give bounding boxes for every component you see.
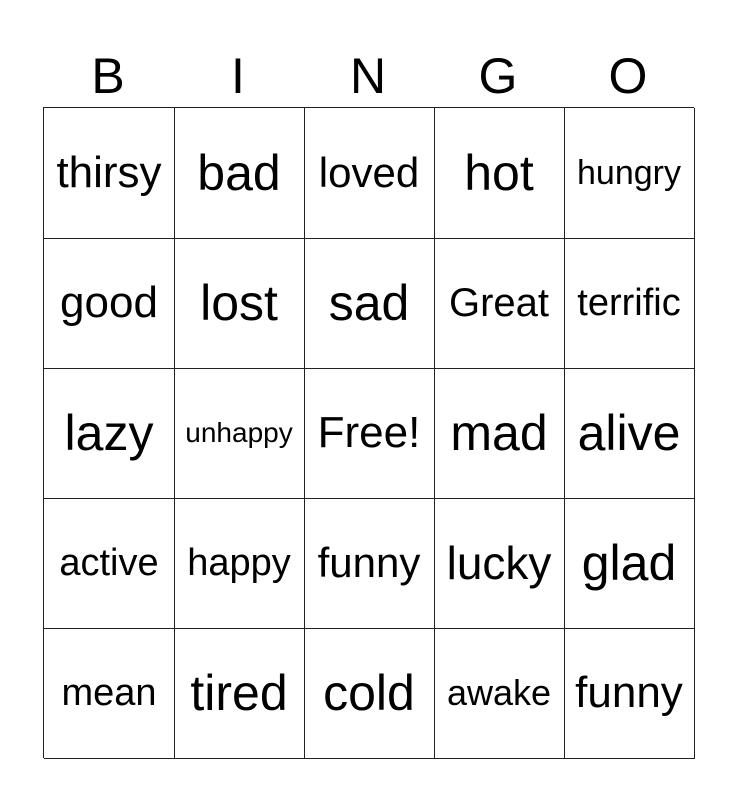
bingo-grid <box>43 107 694 758</box>
bingo-cell[interactable]: unhappy <box>174 368 305 499</box>
free-space-cell[interactable]: Free! <box>304 368 435 499</box>
bingo-cell[interactable]: tired <box>174 628 305 759</box>
bingo-cell[interactable]: hungry <box>564 108 695 239</box>
header-letter-i: I <box>231 48 245 104</box>
bingo-cell[interactable]: cold <box>304 628 435 759</box>
bingo-cell[interactable]: glad <box>564 498 695 629</box>
header-letter-n: N <box>349 48 387 104</box>
bingo-cell[interactable]: mean <box>44 628 175 759</box>
bingo-cell[interactable]: terrific <box>564 238 695 369</box>
bingo-cell[interactable]: thirsy <box>44 108 175 239</box>
bingo-cell[interactable]: funny <box>304 498 435 629</box>
bingo-cell[interactable]: awake <box>434 628 565 759</box>
bingo-cell[interactable]: hot <box>434 108 565 239</box>
header-letter-b: B <box>91 48 125 104</box>
bingo-cell[interactable]: loved <box>304 108 435 239</box>
bingo-cell[interactable]: good <box>44 238 175 369</box>
header-letter-g: G <box>478 48 518 104</box>
bingo-cell[interactable]: active <box>44 498 175 629</box>
bingo-cell[interactable]: lucky <box>434 498 565 629</box>
bingo-cell[interactable]: bad <box>174 108 305 239</box>
bingo-cell[interactable]: alive <box>564 368 695 499</box>
bingo-cell[interactable]: Great <box>434 238 565 369</box>
bingo-cell[interactable]: happy <box>174 498 305 629</box>
bingo-cell[interactable]: lost <box>174 238 305 369</box>
header-letter-o: O <box>608 48 648 104</box>
bingo-header <box>43 46 693 106</box>
bingo-cell[interactable]: funny <box>564 628 695 759</box>
bingo-cell[interactable]: sad <box>304 238 435 369</box>
bingo-cell[interactable]: mad <box>434 368 565 499</box>
bingo-cell[interactable]: lazy <box>44 368 175 499</box>
